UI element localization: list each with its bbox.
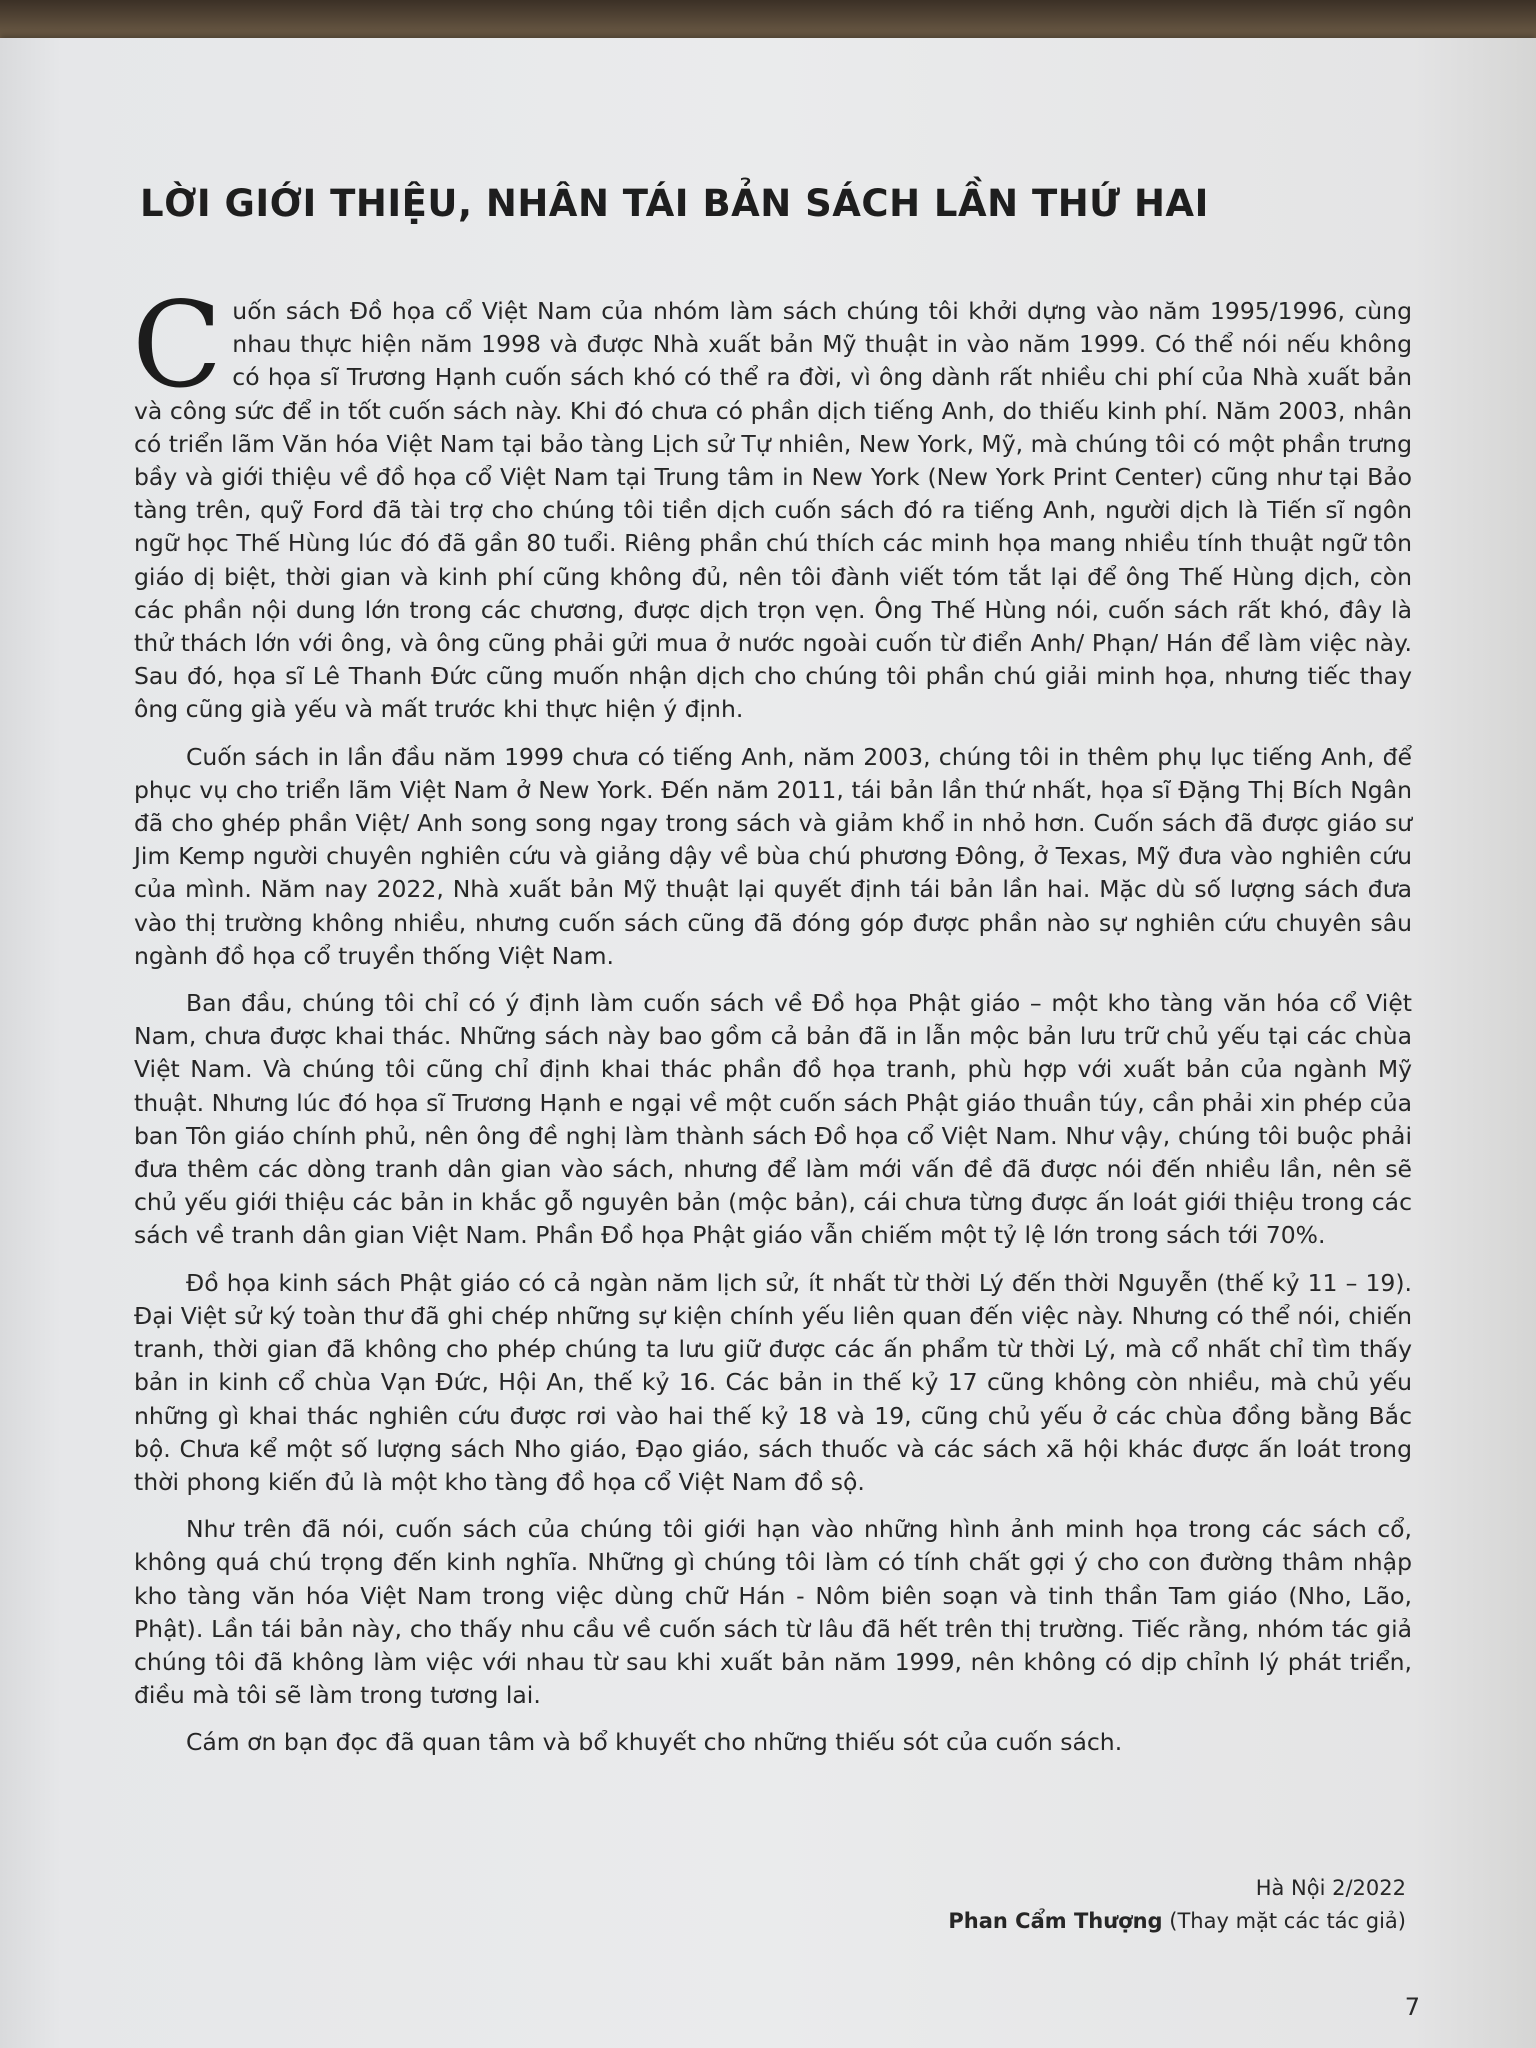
- paragraph-2: Cuốn sách in lần đầu năm 1999 chưa có tiếng Anh, năm 2003, chúng tôi in thêm phụ lục tiếng Anh, để phục vụ cho triển lãm Việt Nam ở New York. Đến năm 2011, tái bản lần thứ nhất, họa sĩ Đặng Thị Bích Ngân đã cho ghép phần Việt/ Anh song song ngay trong sách và giảm khổ in nhỏ hơn. Cuốn sách đã được giáo sư Jim Kemp người chuyên nghiên cứu và giảng dậy về bùa chú phương Đông, ở Texas, Mỹ đưa vào nghiên cứu của mình. Năm nay 2022, Nhà xuất bản Mỹ thuật lại quyết định tái bản lần hai. Mặc dù số lượng sách đưa vào thị trường không nhiều, nhưng cuốn sách cũng đã đóng góp được phần nào sự nghiên cứu chuyên sâu ngành đồ họa cổ truyền thống Việt Nam.: [134, 742, 1412, 970]
- paragraph-3: Ban đầu, chúng tôi chỉ có ý định làm cuốn sách về Đồ họa Phật giáo – một kho tàng văn hóa cổ Việt Nam, chưa được khai thác. Những sách này bao gồm cả bản đã in lẫn mộc bản lưu trữ chủ yếu tại các chùa Việt Nam. Và chúng tôi cũng chỉ định khai thác phần đồ họa tranh, phù hợp với xuất bản của ngành Mỹ thuật. Nhưng lúc đó họa sĩ Trương Hạnh e ngại về một cuốn sách Phật giáo thuần túy, cần phải xin phép của ban Tôn giáo chính phủ, nên ông đề nghị làm thành sách Đồ họa cổ Việt Nam. Như vậy, chúng tôi buộc phải đưa thêm các dòng tranh dân gian vào sách, nhưng để làm mới vấn đề đã được nói đến nhiều lần, nên sẽ chủ yếu giới thiệu các bản in khắc gỗ nguyên bản (mộc bản), cái chưa từng được ấn loát giới thiệu trong các sách về tranh dân gian Việt Nam. Phần Đồ họa Phật giáo vẫn chiếm một tỷ lệ lớn trong sách tới 70%.: [134, 989, 1412, 1250]
- paragraph-4: Đồ họa kinh sách Phật giáo có cả ngàn năm lịch sử, ít nhất từ thời Lý đến thời Nguyễn (thế kỷ 11 – 19). Đại Việt sử ký toàn thư đã ghi chép những sự kiện chính yếu liên quan đến việc này. Nhưng có thể nói, chiến tranh, thời gian đã không cho phép chúng ta lưu giữ được các ấn phẩm từ thời Lý, mà cổ nhất chỉ tìm thấy bản in kinh cổ chùa Vạn Đức, Hội An, thế kỷ 16. Các bản in thế kỷ 17 cũng không còn nhiều, mà chủ yếu những gì khai thác nghiên cứu được rơi vào hai thế kỷ 18 và 19, cũng chủ yếu ở các chùa đồng bằng Bắc bộ. Chưa kể một số lượng sách Nho giáo, Đạo giáo, sách thuốc và các sách xã hội khác được ấn loát trong thời phong kiến đủ là một kho tàng đồ họa cổ Việt Nam đồ sộ.: [134, 1268, 1412, 1496]
- body-text: [132, 276, 1412, 1774]
- paragraph-6: Cám ơn bạn đọc đã quan tâm và bổ khuyết cho những thiếu sót của cuốn sách.: [186, 1728, 1123, 1757]
- page-number: 7: [1404, 1993, 1420, 2021]
- paragraph-5: Như trên đã nói, cuốn sách của chúng tôi giới hạn vào những hình ảnh minh họa trong các sách cổ, không quá chú trọng đến kinh nghĩa. Những gì chúng tôi làm có tính chất gợi ý cho con đường thâm nhập kho tàng văn hóa Việt Nam trong việc dùng chữ Hán - Nôm biên soạn và tinh thần Tam giáo (Nho, Lão, Phật). Lần tái bản này, cho thấy nhu cầu về cuốn sách từ lâu đã hết trên thị trường. Tiếc rằng, nhóm tác giả chúng tôi đã không làm việc với nhau từ sau khi xuất bản năm 1999, nên không có dịp chỉnh lý phát triển, điều mà tôi sẽ làm trong tương lai.: [134, 1515, 1412, 1710]
- paragraph-1-text: uốn sách Đồ họa cổ Việt Nam của nhóm làm sách chúng tôi khởi dựng vào năm 1995/1996, cùng nhau thực hiện năm 1998 và được Nhà xuất bản Mỹ thuật in vào năm 1999. Có thể nói nếu không có họa sĩ Trương Hạnh cuốn sách khó có thể ra đời, vì ông dành rất nhiều chi phí của Nhà xuất bản và công sức để in tốt cuốn sách này. Khi đó chưa có phần dịch tiếng Anh, do thiếu kinh phí. Năm 2003, nhân có triển lãm Văn hóa Việt Nam tại bảo tàng Lịch sử Tự nhiên, New York, Mỹ, mà chúng tôi có một phần trưng bầy và giới thiệu về đồ họa cổ Việt Nam tại Trung tâm in New York (New York Print Center) cũng như tại Bảo tàng trên, quỹ Ford đã tài trợ cho chúng tôi tiền dịch cuốn sách đó ra tiếng Anh, người dịch là Tiến sĩ ngôn ngữ học Thế Hùng lúc đó đã gần 80 tuổi. Riêng phần chú thích các minh họa mang nhiều tính thuật ngữ tôn giáo dị biệt, thời gian và kinh phí cũng không đủ, nên tôi đành viết tóm tắt lại để ông Thế Hùng dịch, còn các phần nội dung lớn trong các chương, được dịch trọn vẹn. Ông Thế Hùng nói, cuốn sách rất khó, đây là thử thách lớn với ông, và ông cũng phải gửi mua ở nước ngoài cuốn từ điển Anh/ Phạn/ Hán để làm việc này. Sau đó, họa sĩ Lê Thanh Đức cũng muốn nhận dịch cho chúng tôi phần chú giải minh họa, nhưng tiếc thay ông cũng già yếu và mất trước khi thực hiện ý định.: [134, 297, 1412, 724]
- signature-block: [948, 1872, 1406, 1938]
- author-role: (Thay mặt các tác giả): [1169, 1909, 1406, 1933]
- author-line: [948, 1905, 1406, 1938]
- page-title: LỜI GIỚI THIỆU, NHÂN TÁI BẢN SÁCH LẦN THỨ HAI: [140, 182, 1209, 225]
- place-date: Hà Nội 2/2022: [1255, 1876, 1406, 1900]
- drop-cap: C: [132, 276, 223, 414]
- author-name: Phan Cẩm Thượng: [948, 1909, 1163, 1933]
- paragraph-1: [132, 276, 1412, 727]
